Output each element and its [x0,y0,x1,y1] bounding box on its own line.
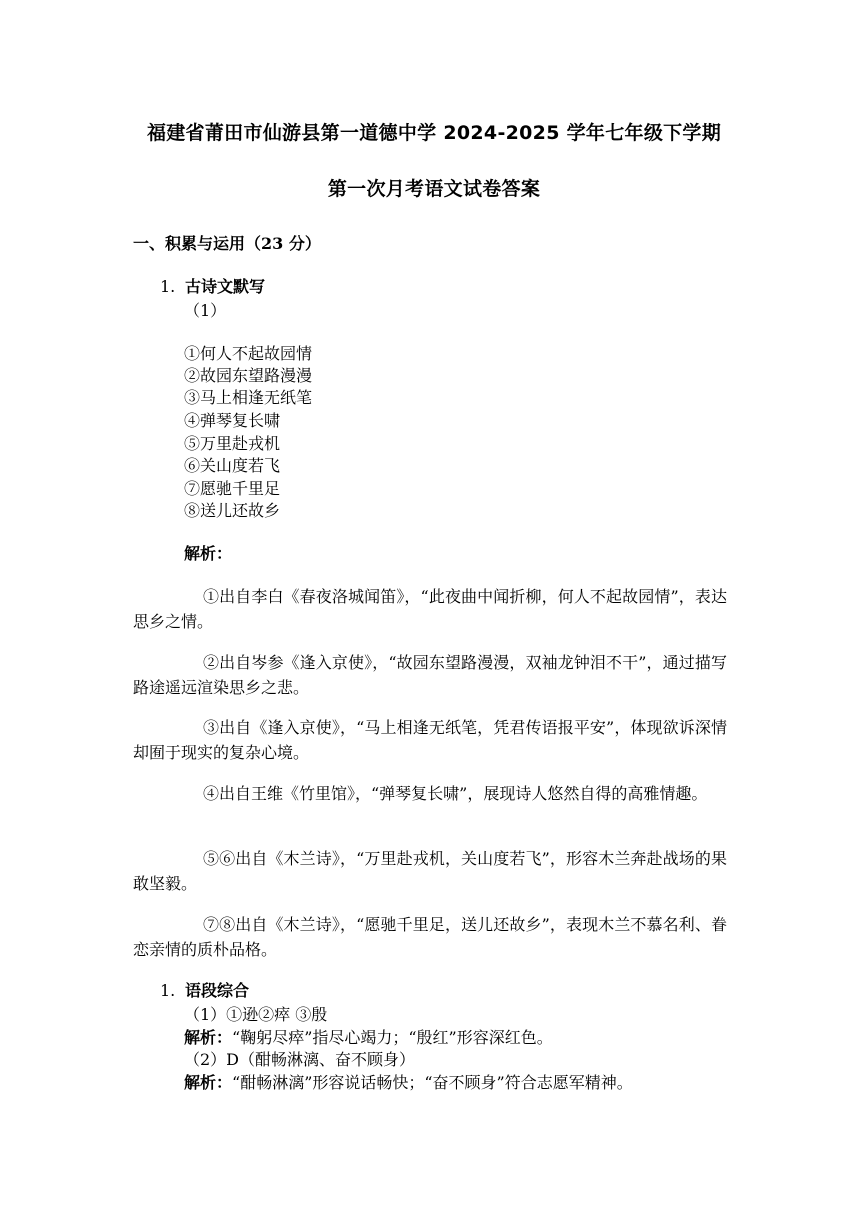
question-2-answer: （1）①逊②瘁 ③殷 [184,1005,328,1024]
answer-line: ①何人不起故园情 [184,344,313,363]
question-2-analysis [184,1070,633,1093]
analysis-label: 解析： [184,544,233,563]
answer-line: ④弹琴复长啸 [184,411,281,430]
answer-line: ⑥关山度若飞 [184,456,281,475]
analysis-paragraph: ③出自《逢入京使》，“马上相逢无纸笔，凭君传语报平安”，体现欲诉深情却囿于现实的复杂心境。 [133,718,727,762]
analysis-paragraph: ⑤⑥出自《木兰诗》，“万里赴戎机，关山度若飞”，形容木兰奔赴战场的果敢坚毅。 [133,849,727,893]
answer-line: ⑦愿驰千里足 [184,479,281,498]
analysis-paragraph: ①出自李白《春夜洛城闻笛》，“此夜曲中闻折柳，何人不起故园情”，表达思乡之情。 [133,587,727,631]
question-1-heading [160,274,265,297]
analysis-paragraph: ②出自岑参《逢入京使》，“故园东望路漫漫，双袖龙钟泪不干”，通过描写路途遥远渲染思乡之悲。 [133,653,727,697]
analysis-text: “酣畅淋漓”形容说话畅快；“奋不顾身”符合志愿军精神。 [232,1073,633,1092]
analysis-label: 解析： [184,1073,233,1092]
question-2-analysis [184,1025,553,1048]
question-1-subpart: （1） [184,301,227,320]
question-2-answer: （2）D（酣畅淋漓、奋不顾身） [184,1050,416,1069]
analysis-paragraph: ④出自王维《竹里馆》，“弹琴复长啸”，展现诗人悠然自得的高雅情趣。 [203,784,708,803]
document-title-line2: 第一次月考语文试卷答案 [327,178,541,200]
answer-line: ③马上相逢无纸笔 [184,388,313,407]
question-2-number: 1. [160,981,176,1000]
answer-line: ②故园东望路漫漫 [184,366,313,385]
answer-line: ⑤万里赴戎机 [184,434,281,453]
document-title-line1: 福建省莆田市仙游县第一道德中学 2024-2025 学年七年级下学期 [146,122,722,144]
analysis-text: “鞠躬尽瘁”指尽心竭力；“殷红”形容深红色。 [232,1028,553,1047]
analysis-label: 解析： [184,1028,233,1047]
question-1-title: 古诗文默写 [185,277,266,296]
question-2-title: 语段综合 [185,981,250,1000]
answer-line: ⑧送儿还故乡 [184,501,281,520]
section-heading: 一、积累与运用（23 分） [133,234,321,253]
question-1-number: 1. [160,277,176,296]
question-2-heading [160,978,249,1001]
analysis-paragraph: ⑦⑧出自《木兰诗》，“愿驰千里足，送儿还故乡”，表现木兰不慕名利、眷恋亲情的质朴品格。 [133,915,727,959]
